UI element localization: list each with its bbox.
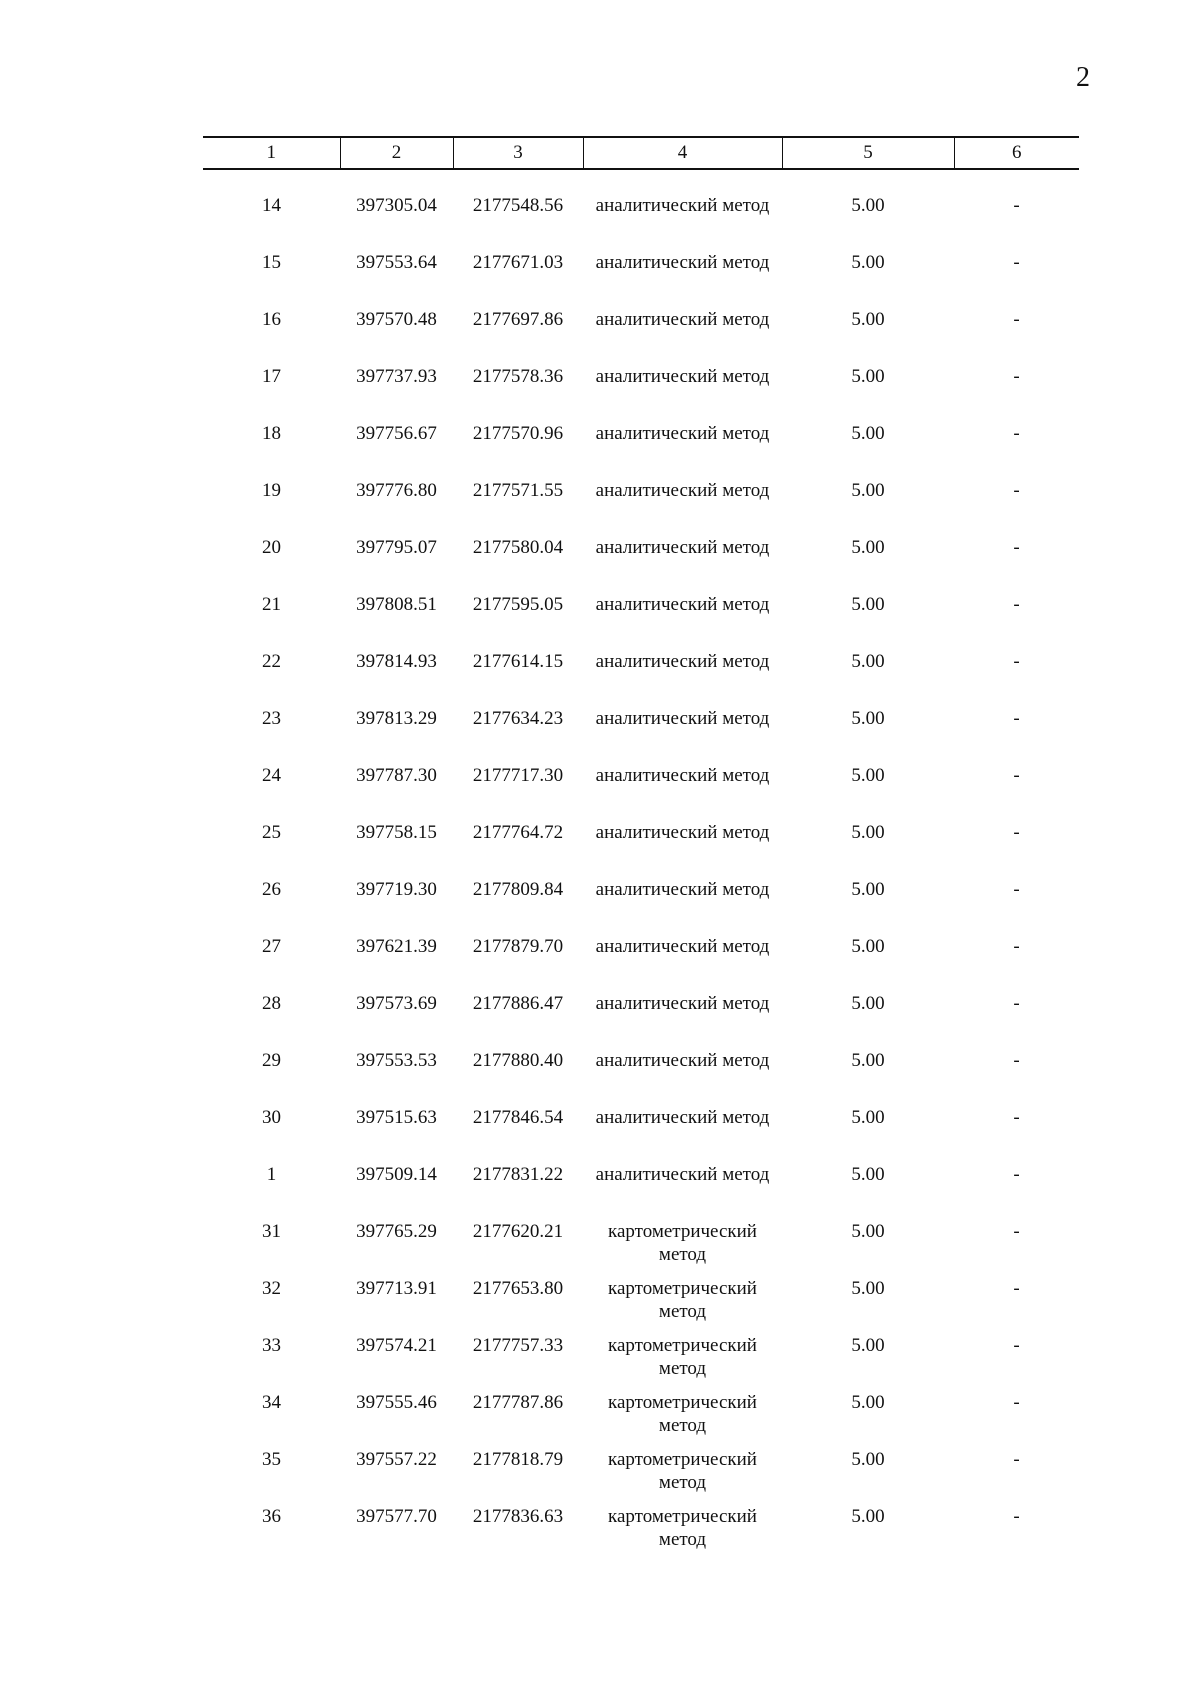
table-body (203, 169, 1079, 1562)
note-cell: - (1013, 879, 1020, 900)
point-number-cell: 1 (266, 1164, 277, 1185)
note-cell: - (1013, 537, 1020, 558)
x-coordinate-cell: 397555.46 (356, 1392, 437, 1413)
method-cell: картометрический метод (608, 1392, 757, 1436)
point-number-cell: 20 (262, 537, 281, 558)
note-cell: - (1013, 651, 1020, 672)
x-coordinate-cell: 397795.07 (356, 537, 437, 558)
column-header-2: 2 (340, 137, 453, 169)
table-row (203, 878, 1079, 935)
y-coordinate-cell: 2177570.96 (472, 423, 564, 444)
method-cell: аналитический метод (595, 993, 770, 1014)
y-coordinate-cell: 2177571.55 (472, 480, 564, 501)
table-header (203, 137, 1079, 169)
point-number-cell: 15 (262, 252, 281, 273)
column-header-6: 6 (954, 137, 1079, 169)
y-coordinate-cell: 2177836.63 (472, 1506, 564, 1527)
x-coordinate-cell: 397813.29 (356, 708, 437, 729)
note-cell: - (1013, 1392, 1020, 1413)
y-coordinate-cell: 2177846.54 (472, 1107, 564, 1128)
table-row (203, 707, 1079, 764)
y-coordinate-cell: 2177653.80 (472, 1278, 564, 1299)
y-coordinate-cell: 2177671.03 (472, 252, 564, 273)
y-coordinate-cell: 2177634.23 (472, 708, 564, 729)
y-coordinate-cell: 2177809.84 (472, 879, 564, 900)
table-row (203, 593, 1079, 650)
accuracy-cell: 5.00 (851, 537, 885, 558)
point-number-cell: 22 (262, 651, 281, 672)
method-cell: аналитический метод (595, 252, 770, 273)
table-row (203, 821, 1079, 878)
accuracy-cell: 5.00 (851, 195, 885, 216)
method-cell: картометрический метод (608, 1335, 757, 1379)
method-cell: аналитический метод (595, 195, 770, 216)
note-cell: - (1013, 1050, 1020, 1071)
point-number-cell: 36 (262, 1506, 281, 1527)
method-cell: картометрический метод (608, 1506, 757, 1550)
x-coordinate-cell: 397570.48 (356, 309, 437, 330)
table-row (203, 1391, 1079, 1448)
y-coordinate-cell: 2177880.40 (472, 1050, 564, 1071)
method-cell: картометрический метод (608, 1278, 757, 1322)
y-coordinate-cell: 2177595.05 (472, 594, 564, 615)
accuracy-cell: 5.00 (851, 1107, 885, 1128)
method-cell: аналитический метод (595, 594, 770, 615)
method-cell: аналитический метод (595, 423, 770, 444)
accuracy-cell: 5.00 (851, 1278, 885, 1299)
x-coordinate-cell: 397305.04 (356, 195, 437, 216)
x-coordinate-cell: 397553.64 (356, 252, 437, 273)
x-coordinate-cell: 397573.69 (356, 993, 437, 1014)
note-cell: - (1013, 1335, 1020, 1356)
note-cell: - (1013, 366, 1020, 387)
accuracy-cell: 5.00 (851, 651, 885, 672)
point-number-cell: 32 (262, 1278, 281, 1299)
table-row (203, 365, 1079, 422)
method-cell: картометрический метод (608, 1449, 757, 1493)
method-cell: аналитический метод (595, 708, 770, 729)
note-cell: - (1013, 423, 1020, 444)
point-number-cell: 26 (262, 879, 281, 900)
accuracy-cell: 5.00 (851, 1392, 885, 1413)
accuracy-cell: 5.00 (851, 1506, 885, 1527)
accuracy-cell: 5.00 (851, 1449, 885, 1470)
point-number-cell: 17 (262, 366, 281, 387)
method-cell: аналитический метод (595, 822, 770, 843)
table-row (203, 1049, 1079, 1106)
table-row (203, 764, 1079, 821)
note-cell: - (1013, 480, 1020, 501)
x-coordinate-cell: 397577.70 (356, 1506, 437, 1527)
method-cell: аналитический метод (595, 1107, 770, 1128)
table-row (203, 1277, 1079, 1334)
table-row (203, 251, 1079, 308)
y-coordinate-cell: 2177879.70 (472, 936, 564, 957)
point-number-cell: 35 (262, 1449, 281, 1470)
x-coordinate-cell: 397621.39 (356, 936, 437, 957)
point-number-cell: 24 (262, 765, 281, 786)
accuracy-cell: 5.00 (851, 252, 885, 273)
table-row (203, 1448, 1079, 1505)
accuracy-cell: 5.00 (851, 1164, 885, 1185)
accuracy-cell: 5.00 (851, 366, 885, 387)
method-cell: аналитический метод (595, 366, 770, 387)
x-coordinate-cell: 397756.67 (356, 423, 437, 444)
method-cell: аналитический метод (595, 1050, 770, 1071)
point-number-cell: 33 (262, 1335, 281, 1356)
note-cell: - (1013, 822, 1020, 843)
table-row (203, 650, 1079, 707)
point-number-cell: 14 (262, 195, 281, 216)
method-cell: аналитический метод (595, 936, 770, 957)
y-coordinate-cell: 2177717.30 (472, 765, 564, 786)
point-number-cell: 18 (262, 423, 281, 444)
point-number-cell: 29 (262, 1050, 281, 1071)
note-cell: - (1013, 1164, 1020, 1185)
point-number-cell: 19 (262, 480, 281, 501)
table-row (203, 308, 1079, 365)
x-coordinate-cell: 397814.93 (356, 651, 437, 672)
accuracy-cell: 5.00 (851, 1221, 885, 1242)
column-header-3: 3 (453, 137, 583, 169)
method-cell: аналитический метод (595, 309, 770, 330)
note-cell: - (1013, 594, 1020, 615)
point-number-cell: 30 (262, 1107, 281, 1128)
y-coordinate-cell: 2177614.15 (472, 651, 564, 672)
accuracy-cell: 5.00 (851, 822, 885, 843)
method-cell: картометрический метод (608, 1221, 757, 1265)
method-cell: аналитический метод (595, 651, 770, 672)
table-row (203, 1106, 1079, 1163)
accuracy-cell: 5.00 (851, 879, 885, 900)
header-row (203, 137, 1079, 169)
y-coordinate-cell: 2177818.79 (472, 1449, 564, 1470)
x-coordinate-cell: 397776.80 (356, 480, 437, 501)
y-coordinate-cell: 2177580.04 (472, 537, 564, 558)
x-coordinate-cell: 397557.22 (356, 1449, 437, 1470)
accuracy-cell: 5.00 (851, 1335, 885, 1356)
table-row (203, 1505, 1079, 1562)
accuracy-cell: 5.00 (851, 765, 885, 786)
accuracy-cell: 5.00 (851, 1050, 885, 1071)
x-coordinate-cell: 397713.91 (356, 1278, 437, 1299)
y-coordinate-cell: 2177757.33 (472, 1335, 564, 1356)
y-coordinate-cell: 2177831.22 (472, 1164, 564, 1185)
x-coordinate-cell: 397808.51 (356, 594, 437, 615)
note-cell: - (1013, 1221, 1020, 1242)
table-row (203, 1220, 1079, 1277)
point-number-cell: 27 (262, 936, 281, 957)
y-coordinate-cell: 2177620.21 (472, 1221, 564, 1242)
table-row (203, 1334, 1079, 1391)
coordinates-table (203, 136, 1079, 1562)
method-cell: аналитический метод (595, 765, 770, 786)
column-header-1: 1 (203, 137, 340, 169)
point-number-cell: 25 (262, 822, 281, 843)
note-cell: - (1013, 252, 1020, 273)
point-number-cell: 21 (262, 594, 281, 615)
point-number-cell: 23 (262, 708, 281, 729)
accuracy-cell: 5.00 (851, 309, 885, 330)
x-coordinate-cell: 397553.53 (356, 1050, 437, 1071)
note-cell: - (1013, 1449, 1020, 1470)
method-cell: аналитический метод (595, 537, 770, 558)
table-row (203, 479, 1079, 536)
note-cell: - (1013, 1506, 1020, 1527)
method-cell: аналитический метод (595, 1164, 770, 1185)
table-row (203, 935, 1079, 992)
note-cell: - (1013, 1278, 1020, 1299)
y-coordinate-cell: 2177886.47 (472, 993, 564, 1014)
note-cell: - (1013, 765, 1020, 786)
x-coordinate-cell: 397509.14 (356, 1164, 437, 1185)
column-header-5: 5 (782, 137, 954, 169)
table-row (203, 992, 1079, 1049)
table-row (203, 194, 1079, 251)
point-number-cell: 16 (262, 309, 281, 330)
column-header-4: 4 (583, 137, 782, 169)
accuracy-cell: 5.00 (851, 480, 885, 501)
point-number-cell: 28 (262, 993, 281, 1014)
x-coordinate-cell: 397787.30 (356, 765, 437, 786)
x-coordinate-cell: 397737.93 (356, 366, 437, 387)
table-row (203, 1163, 1079, 1220)
y-coordinate-cell: 2177548.56 (472, 195, 564, 216)
table-row (203, 536, 1079, 593)
accuracy-cell: 5.00 (851, 594, 885, 615)
y-coordinate-cell: 2177764.72 (472, 822, 564, 843)
point-number-cell: 31 (262, 1221, 281, 1242)
accuracy-cell: 5.00 (851, 993, 885, 1014)
accuracy-cell: 5.00 (851, 423, 885, 444)
method-cell: аналитический метод (595, 879, 770, 900)
y-coordinate-cell: 2177697.86 (472, 309, 564, 330)
note-cell: - (1013, 195, 1020, 216)
accuracy-cell: 5.00 (851, 936, 885, 957)
note-cell: - (1013, 936, 1020, 957)
y-coordinate-cell: 2177578.36 (472, 366, 564, 387)
note-cell: - (1013, 993, 1020, 1014)
x-coordinate-cell: 397515.63 (356, 1107, 437, 1128)
table-row (203, 422, 1079, 479)
accuracy-cell: 5.00 (851, 708, 885, 729)
x-coordinate-cell: 397719.30 (356, 879, 437, 900)
note-cell: - (1013, 708, 1020, 729)
y-coordinate-cell: 2177787.86 (472, 1392, 564, 1413)
method-cell: аналитический метод (595, 480, 770, 501)
x-coordinate-cell: 397758.15 (356, 822, 437, 843)
x-coordinate-cell: 397765.29 (356, 1221, 437, 1242)
page-number: 2 (1076, 62, 1090, 93)
x-coordinate-cell: 397574.21 (356, 1335, 437, 1356)
note-cell: - (1013, 309, 1020, 330)
point-number-cell: 34 (262, 1392, 281, 1413)
note-cell: - (1013, 1107, 1020, 1128)
